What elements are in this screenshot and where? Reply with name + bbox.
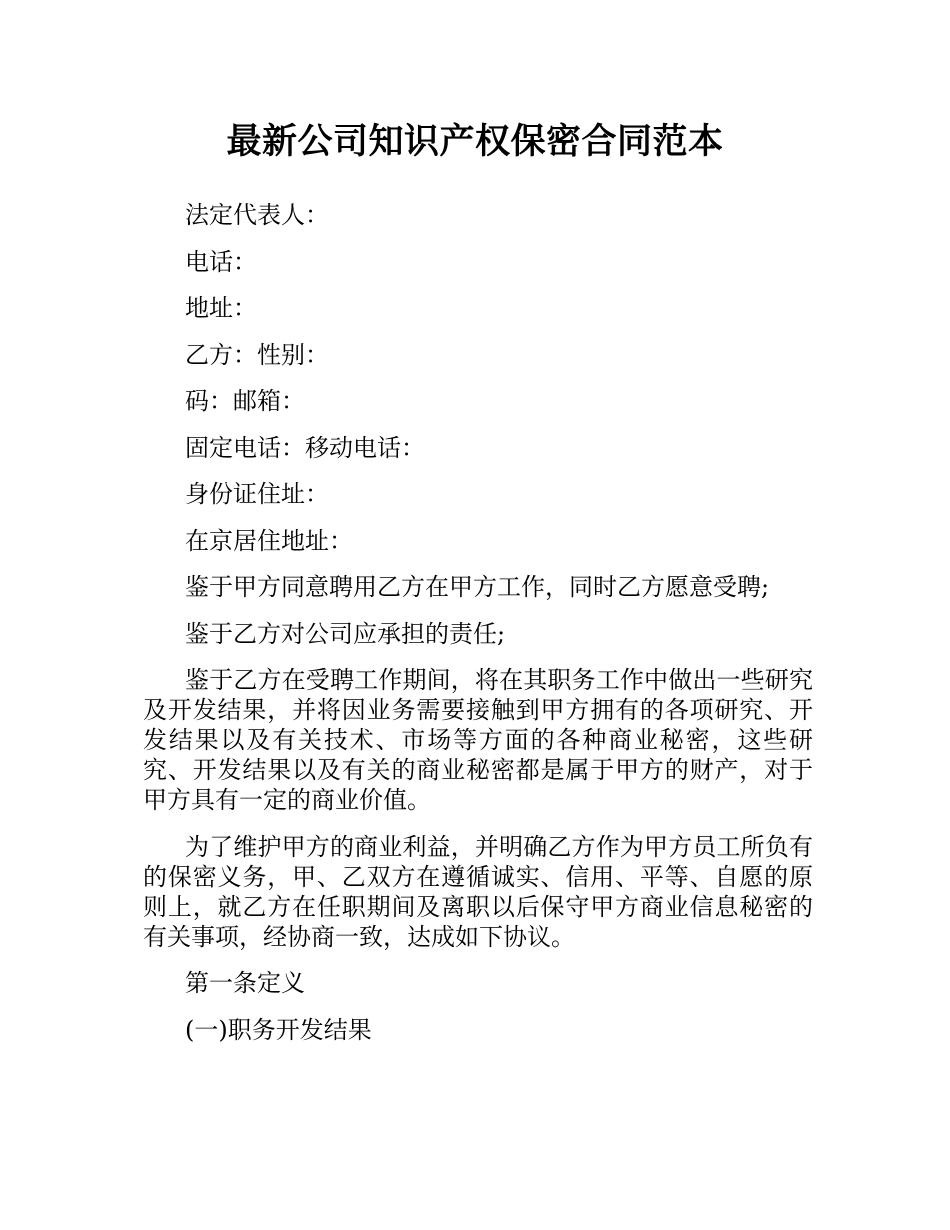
document-body bbox=[143, 200, 813, 1061]
paragraph-article-one: 第一条定义 bbox=[185, 969, 305, 997]
paragraph-recital-employment: 鉴于甲方同意聘用乙方在甲方工作，同时乙方愿意受聘; bbox=[185, 573, 770, 601]
paragraph-phone: 电话： bbox=[185, 247, 257, 276]
paragraph-legal-representative: 法定代表人： bbox=[185, 201, 329, 229]
paragraph-party-b-gender: 乙方：性别： bbox=[185, 340, 329, 369]
paragraph-id-address: 身份证住址： bbox=[185, 480, 329, 508]
paragraph-recital-responsibility: 鉴于乙方对公司应承担的责任; bbox=[185, 619, 506, 648]
paragraph-recital-research: 鉴于乙方在受聘工作期间，将在其职务工作中做出一些研究及开发结果，并将因业务需要接触到甲方拥有的各项研究、开发结果以及有关技术、市场等方面的各种商业秘密，这些研究、开发结果以及有关的商业秘密都是属于甲方的财产，对于甲方具有一定的商业价值。 bbox=[143, 666, 813, 814]
paragraph-landline-mobile: 固定电话：移动电话： bbox=[185, 433, 425, 462]
document-title: 最新公司知识产权保密合同范本 bbox=[226, 122, 724, 162]
paragraph-address: 地址： bbox=[185, 294, 257, 322]
paragraph-section-one: (一)职务开发结果 bbox=[185, 1015, 372, 1044]
paragraph-code-email: 码：邮箱： bbox=[185, 387, 305, 415]
paragraph-beijing-address: 在京居住地址： bbox=[185, 526, 353, 555]
paragraph-recital-purpose: 为了维护甲方的商业利益，并明确乙方作为甲方员工所负有的保密义务，甲、乙双方在遵循诚实、信用、平等、自愿的原则上，就乙方在任职期间及离职以后保守甲方商业信息秘密的有关事项，经协商一致，达成如下协议。 bbox=[143, 832, 813, 951]
